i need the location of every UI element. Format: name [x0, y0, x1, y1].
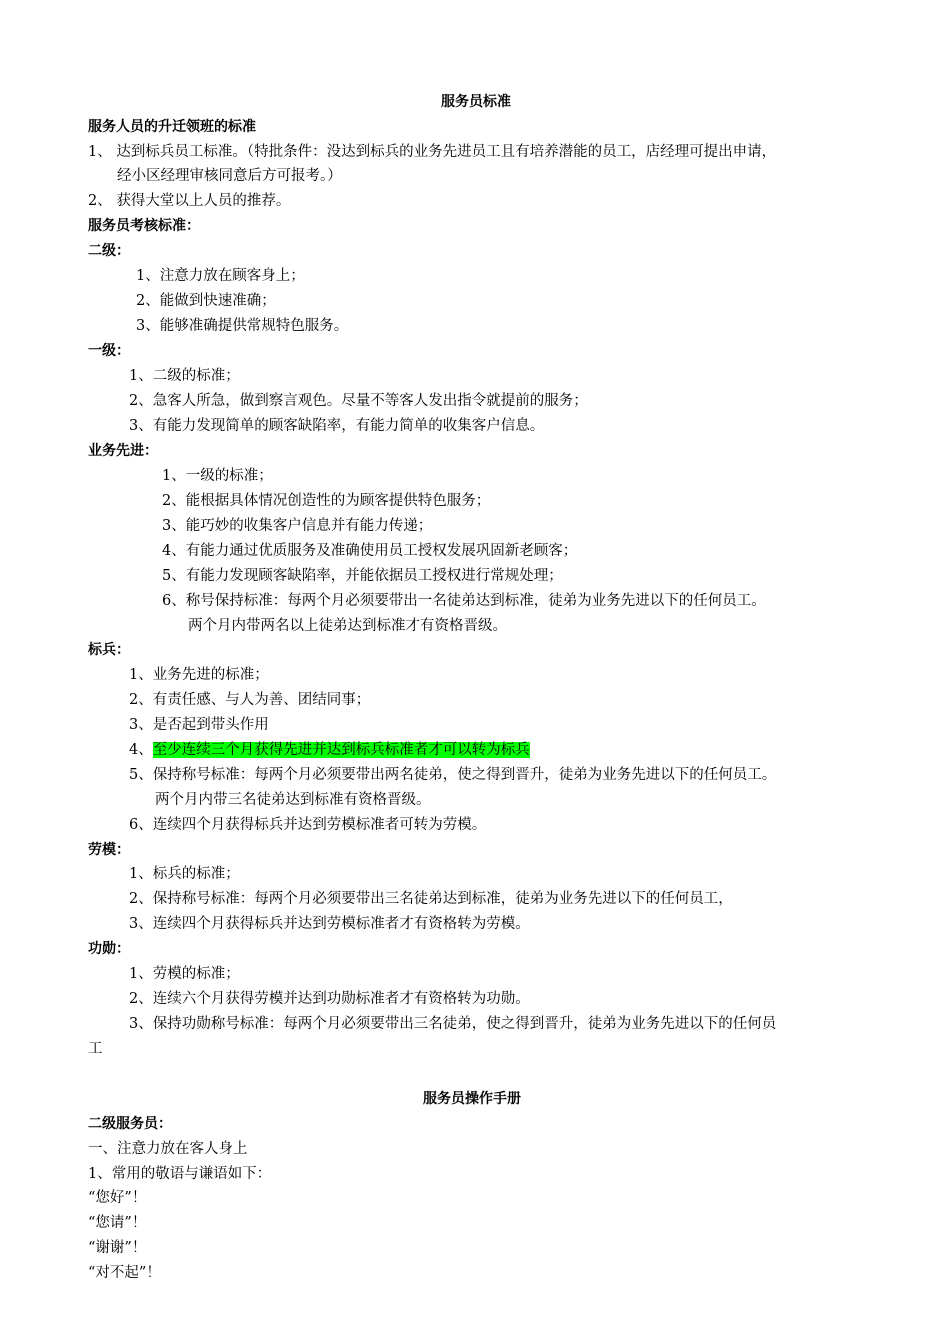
phrase-item: “您好”！ — [88, 1190, 147, 1206]
labor-title: 劳模： — [88, 842, 130, 858]
phrase-item: “您请”！ — [88, 1215, 147, 1231]
list-item: 2、连续六个月获得劳模并达到功勋标准者才有资格转为功勋。 — [129, 991, 530, 1007]
list-item: 1、二级的标准； — [129, 368, 240, 384]
list-item: 1、业务先进的标准； — [129, 667, 269, 683]
merit-title: 功勋： — [88, 941, 130, 957]
manual-subtitle: 二级服务员： — [88, 1116, 172, 1132]
list-item-cont: 两个月内带两名以上徒弟达到标准才有资格晋级。 — [188, 618, 507, 634]
heading-assessment: 服务员考核标准： — [88, 218, 200, 234]
manual-point-1: 一、注意力放在客人身上 — [88, 1141, 248, 1157]
manual-sub-1: 1、常用的敬语与谦语如下： — [88, 1166, 272, 1182]
promo-item-1-cont: 经小区经理审核同意后方可报考。） — [117, 168, 342, 184]
list-item: 3、有能力发现简单的顾客缺陷率，有能力简单的收集客户信息。 — [129, 418, 545, 434]
list-item: 2、急客人所急，做到察言观色。尽量不等客人发出指令就提前的服务； — [129, 393, 588, 409]
level2-title: 二级： — [88, 243, 130, 259]
phrase-item: “对不起”！ — [88, 1265, 161, 1281]
doc-title: 服务员标准 — [441, 94, 511, 110]
advanced-title: 业务先进： — [88, 443, 158, 459]
list-item: 3、能够准确提供常规特色服务。 — [136, 318, 349, 334]
list-item: 2、有责任感、与人为善、团结同事； — [129, 692, 371, 708]
list-item: 1、注意力放在顾客身上； — [136, 268, 305, 284]
model-title: 标兵： — [88, 642, 130, 658]
list-item: 4、有能力通过优质服务及准确使用员工授权发展巩固新老顾客； — [162, 543, 578, 559]
list-item: 1、标兵的标准； — [129, 866, 240, 882]
list-item: 2、保持称号标准：每两个月必须要带出三名徒弟达到标准，徒弟为业务先进以下的任何员工， — [129, 891, 733, 907]
heading-promotion: 服务人员的升迁领班的标准 — [88, 119, 256, 135]
list-item: 3、能巧妙的收集客户信息并有能力传递； — [162, 518, 433, 534]
list-item: 3、连续四个月获得标兵并达到劳模标准者才有资格转为劳模。 — [129, 916, 530, 932]
list-item-cont: 工 — [88, 1041, 103, 1057]
list-item: 1、一级的标准； — [162, 468, 273, 484]
list-item: 5、有能力发现顾客缺陷率，并能依据员工授权进行常规处理； — [162, 568, 563, 584]
highlighted-text: 至少连续三个月获得先进并达到标兵标准者才可以转为标兵 — [152, 742, 530, 758]
list-item-highlighted — [129, 738, 530, 763]
list-item: 3、保持功勋称号标准：每两个月必须要带出三名徒弟，使之得到晋升，徒弟为业务先进以下的任何员 — [129, 1016, 777, 1032]
list-item: 6、称号保持标准：每两个月必须要带出一名徒弟达到标准，徒弟为业务先进以下的任何员工。 — [162, 593, 766, 609]
promo-item-2: 2、 获得大堂以上人员的推荐。 — [88, 193, 291, 209]
manual-title: 服务员操作手册 — [423, 1091, 521, 1107]
phrase-item: “谢谢”！ — [88, 1240, 147, 1256]
list-item: 3、是否起到带头作用 — [129, 717, 269, 733]
list-item: 6、连续四个月获得标兵并达到劳模标准者可转为劳模。 — [129, 817, 487, 833]
promo-item-1: 1、 达到标兵员工标准。（特批条件：没达到标兵的业务先进员工且有培养潜能的员工，店经理可提出申请， — [88, 144, 777, 160]
level1-title: 一级： — [88, 343, 130, 359]
list-item: 5、保持称号标准：每两个月必须要带出两名徒弟，使之得到晋升，徒弟为业务先进以下的任何员工。 — [129, 767, 777, 783]
list-item: 2、能根据具体情况创造性的为顾客提供特色服务； — [162, 493, 491, 509]
list-item: 1、劳模的标准； — [129, 966, 240, 982]
list-item: 2、能做到快速准确； — [136, 293, 276, 309]
list-item-cont: 两个月内带三名徒弟达到标准有资格晋级。 — [155, 792, 431, 808]
list-item-number: 4、 — [129, 742, 153, 758]
